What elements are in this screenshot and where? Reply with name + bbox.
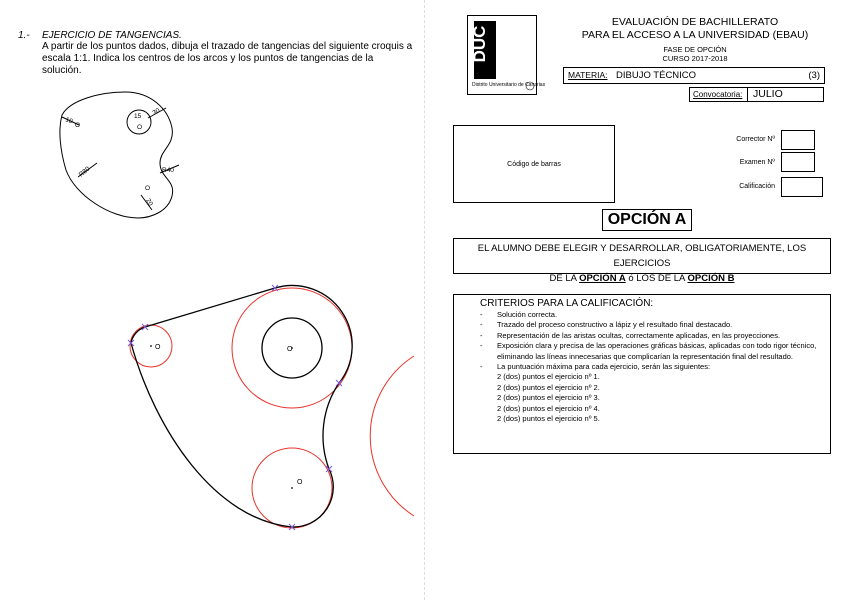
convocatoria-value: JULIO — [753, 88, 783, 100]
calificacion-field[interactable] — [781, 177, 823, 197]
points-item: 2 (dos) puntos el ejercicio nº 2. — [497, 382, 600, 392]
sketch-label-r80: R80 — [77, 165, 92, 179]
criteria-item: - Representación de las aristas ocultas, correctamente aplicadas, en las proyecciones. — [480, 330, 781, 340]
instruction-line1: EL ALUMNO DEBE ELEGIR Y DESARROLLAR, OBLIGATORIAMENTE, LOS EJERCICIOS — [477, 243, 807, 269]
sketch-label-r30: 30 — [151, 107, 162, 117]
convocatoria-label: Convocatoria: — [693, 90, 743, 99]
materia-box — [563, 67, 825, 84]
points-list — [480, 372, 824, 424]
points-item: 2 (dos) puntos el ejercicio nº 4. — [497, 403, 600, 413]
exam-title-line2: PARA EL ACCESO A LA UNIVERSIDAD (EBAU) — [581, 29, 809, 41]
solution-label-o2: O — [287, 346, 293, 353]
exam-phase — [565, 45, 825, 63]
examen-field[interactable] — [781, 152, 815, 172]
convocatoria-box — [689, 87, 824, 102]
sketch-label-r40: R40 — [162, 167, 174, 174]
criteria-title: CRITERIOS PARA LA CALIFICACIÓN: — [480, 298, 654, 309]
option-title: OPCIÓN A — [602, 209, 692, 231]
criteria-item: - Solución correcta. — [480, 310, 558, 319]
sketch-label-o2: O — [137, 124, 143, 131]
sketch-label-r20: 20 — [144, 197, 154, 208]
examen-label: Examen Nº — [739, 159, 775, 166]
page-divider — [424, 0, 425, 600]
sketch-label-o1: O — [75, 122, 81, 129]
duc-logo — [467, 15, 546, 95]
curso-label: CURSO 2017-2018 — [662, 54, 728, 63]
barcode-label: Código de barras — [507, 160, 561, 168]
criteria-box — [453, 294, 831, 454]
exercise-title: EJERCICIO DE TANGENCIAS. — [42, 30, 182, 41]
solution-construction — [130, 288, 414, 528]
construction-arc-right — [370, 356, 414, 516]
logo-letters: DUC — [470, 25, 489, 63]
materia-label: MATERIA: — [568, 70, 608, 80]
criteria-item: - La puntuación máxima para cada ejercicio, serán las siguientes: — [480, 362, 711, 372]
instruction-box — [453, 238, 831, 284]
solution-outline — [131, 285, 352, 527]
sketch-label-r10: 10 — [64, 116, 74, 126]
points-item: 2 (dos) puntos el ejercicio nº 1. — [497, 372, 600, 382]
duc-logo-mark — [468, 16, 546, 94]
barcode-box — [453, 125, 615, 203]
criteria-list — [480, 310, 824, 372]
logo-text: Distrito Universitario de Canarias — [472, 82, 546, 88]
criteria-item: - Trazado del proceso constructivo a lápiz y el resultado final destacado. — [480, 320, 733, 330]
solution-label-o1: O — [155, 344, 161, 351]
exam-title-line1: EVALUACIÓN DE BACHILLERATO — [611, 16, 779, 28]
materia-number: (3) — [808, 70, 820, 81]
sketch-figure — [60, 92, 179, 218]
instruction-line2: DE LA OPCIÓN A ó LOS DE LA OPCIÓN B — [549, 273, 735, 284]
points-item: 2 (dos) puntos el ejercicio nº 5. — [497, 414, 600, 424]
fase-label: FASE DE OPCIÓN — [663, 45, 727, 54]
exercise-statement: A partir de los puntos dados, dibuja el trazado de tangencias del siguiente croquis a escala 1:1. Indica los centros de los arcos y los puntos de tangencias de la solución. — [42, 41, 413, 76]
sketch-label-r15: 15 — [134, 113, 142, 120]
calificacion-label: Calificación — [739, 183, 775, 190]
points-item: 2 (dos) puntos el ejercicio nº 3. — [497, 393, 600, 403]
option-a-ref: OPCIÓN A — [579, 273, 626, 284]
corrector-field[interactable] — [781, 130, 815, 150]
sketch-label-o3: O — [145, 185, 151, 192]
criteria-item: - Exposición clara y precisa de las operaciones gráficas básicas, aplicadas con todo rigor técnico, eliminando las líneas innecesarias que complicarían la representación final del resultado. — [480, 341, 817, 361]
exam-title — [565, 16, 825, 42]
tangent-marks — [128, 285, 342, 530]
option-b-ref: OPCIÓN B — [687, 273, 735, 284]
corrector-label: Corrector Nº — [736, 136, 775, 143]
exercise-number: 1.- — [18, 30, 30, 41]
materia-value: DIBUJO TÉCNICO — [616, 70, 697, 81]
solution-label-o3: O — [297, 479, 303, 486]
